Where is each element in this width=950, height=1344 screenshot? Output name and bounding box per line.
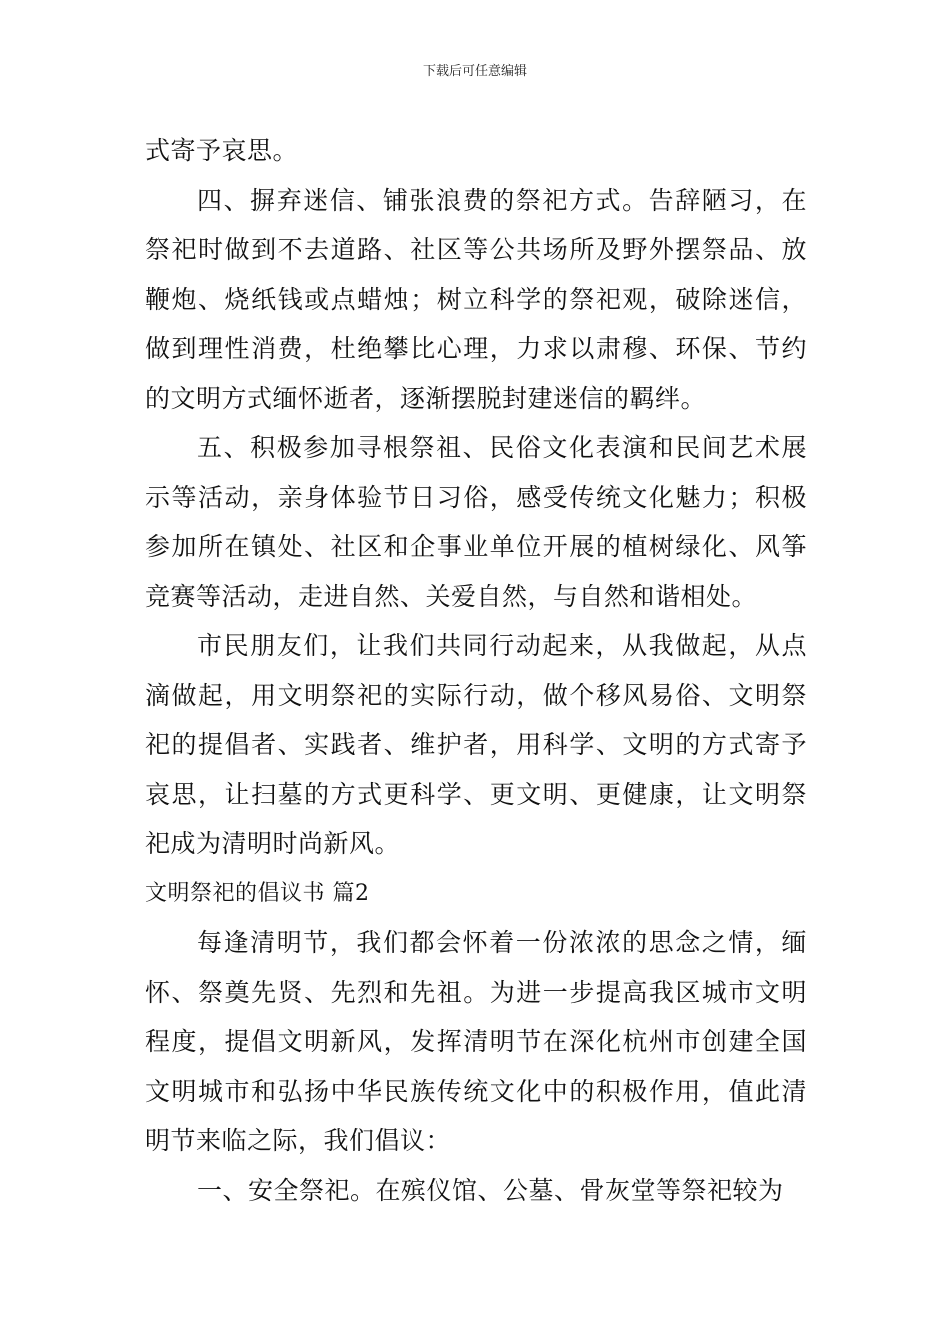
paragraph-item-one: 一、安全祭祀。在殡仪馆、公墓、骨灰堂等祭祀较为 [197, 1175, 784, 1205]
paragraph-continuation: 式寄予哀思。 [145, 136, 299, 165]
paragraph-closing-appeal: 市民朋友们，让我们共同行动起来，从我做起，从点滴做起，用文明祭祀的实际行动，做个移风易俗、文明祭祀的提倡者、实践者、维护者，用科学、文明的方式寄予哀思，让扫墓的方式更科学、更文明、更健康，让文明祭祀成为清明时尚新风。 [145, 631, 807, 858]
section-heading: 文明祭祀的倡议书 篇2 [145, 880, 370, 906]
paragraph-item-four: 四、摒弃迷信、铺张浪费的祭祀方式。告辞陋习，在祭祀时做到不去道路、社区等公共场所及野外摆祭品、放鞭炮、烧纸钱或点蜡烛；树立科学的祭祀观，破除迷信，做到理性消费，杜绝攀比心理，力求以肃穆、环保、节约的文明方式缅怀逝者，逐渐摆脱封建迷信的羁绊。 [145, 185, 807, 413]
paragraph-intro: 每逢清明节，我们都会怀着一份浓浓的思念之情，缅怀、祭奠先贤、先烈和先祖。为进一步提高我区城市文明程度，提倡文明新风，发挥清明节在深化杭州市创建全国文明城市和弘扬中华民族传统文化中的积极作用，值此清明节来临之际，我们倡议： [145, 928, 807, 1155]
page-header: 下载后可任意编辑 [422, 64, 527, 79]
document-body [145, 126, 807, 1215]
paragraph-item-five: 五、积极参加寻根祭祖、民俗文化表演和民间艺术展示等活动，亲身体验节日习俗，感受传统文化魅力；积极参加所在镇处、社区和企事业单位开展的植树绿化、风筝竞赛等活动，走进自然、关爱自然，与自然和谐相处。 [145, 433, 807, 611]
